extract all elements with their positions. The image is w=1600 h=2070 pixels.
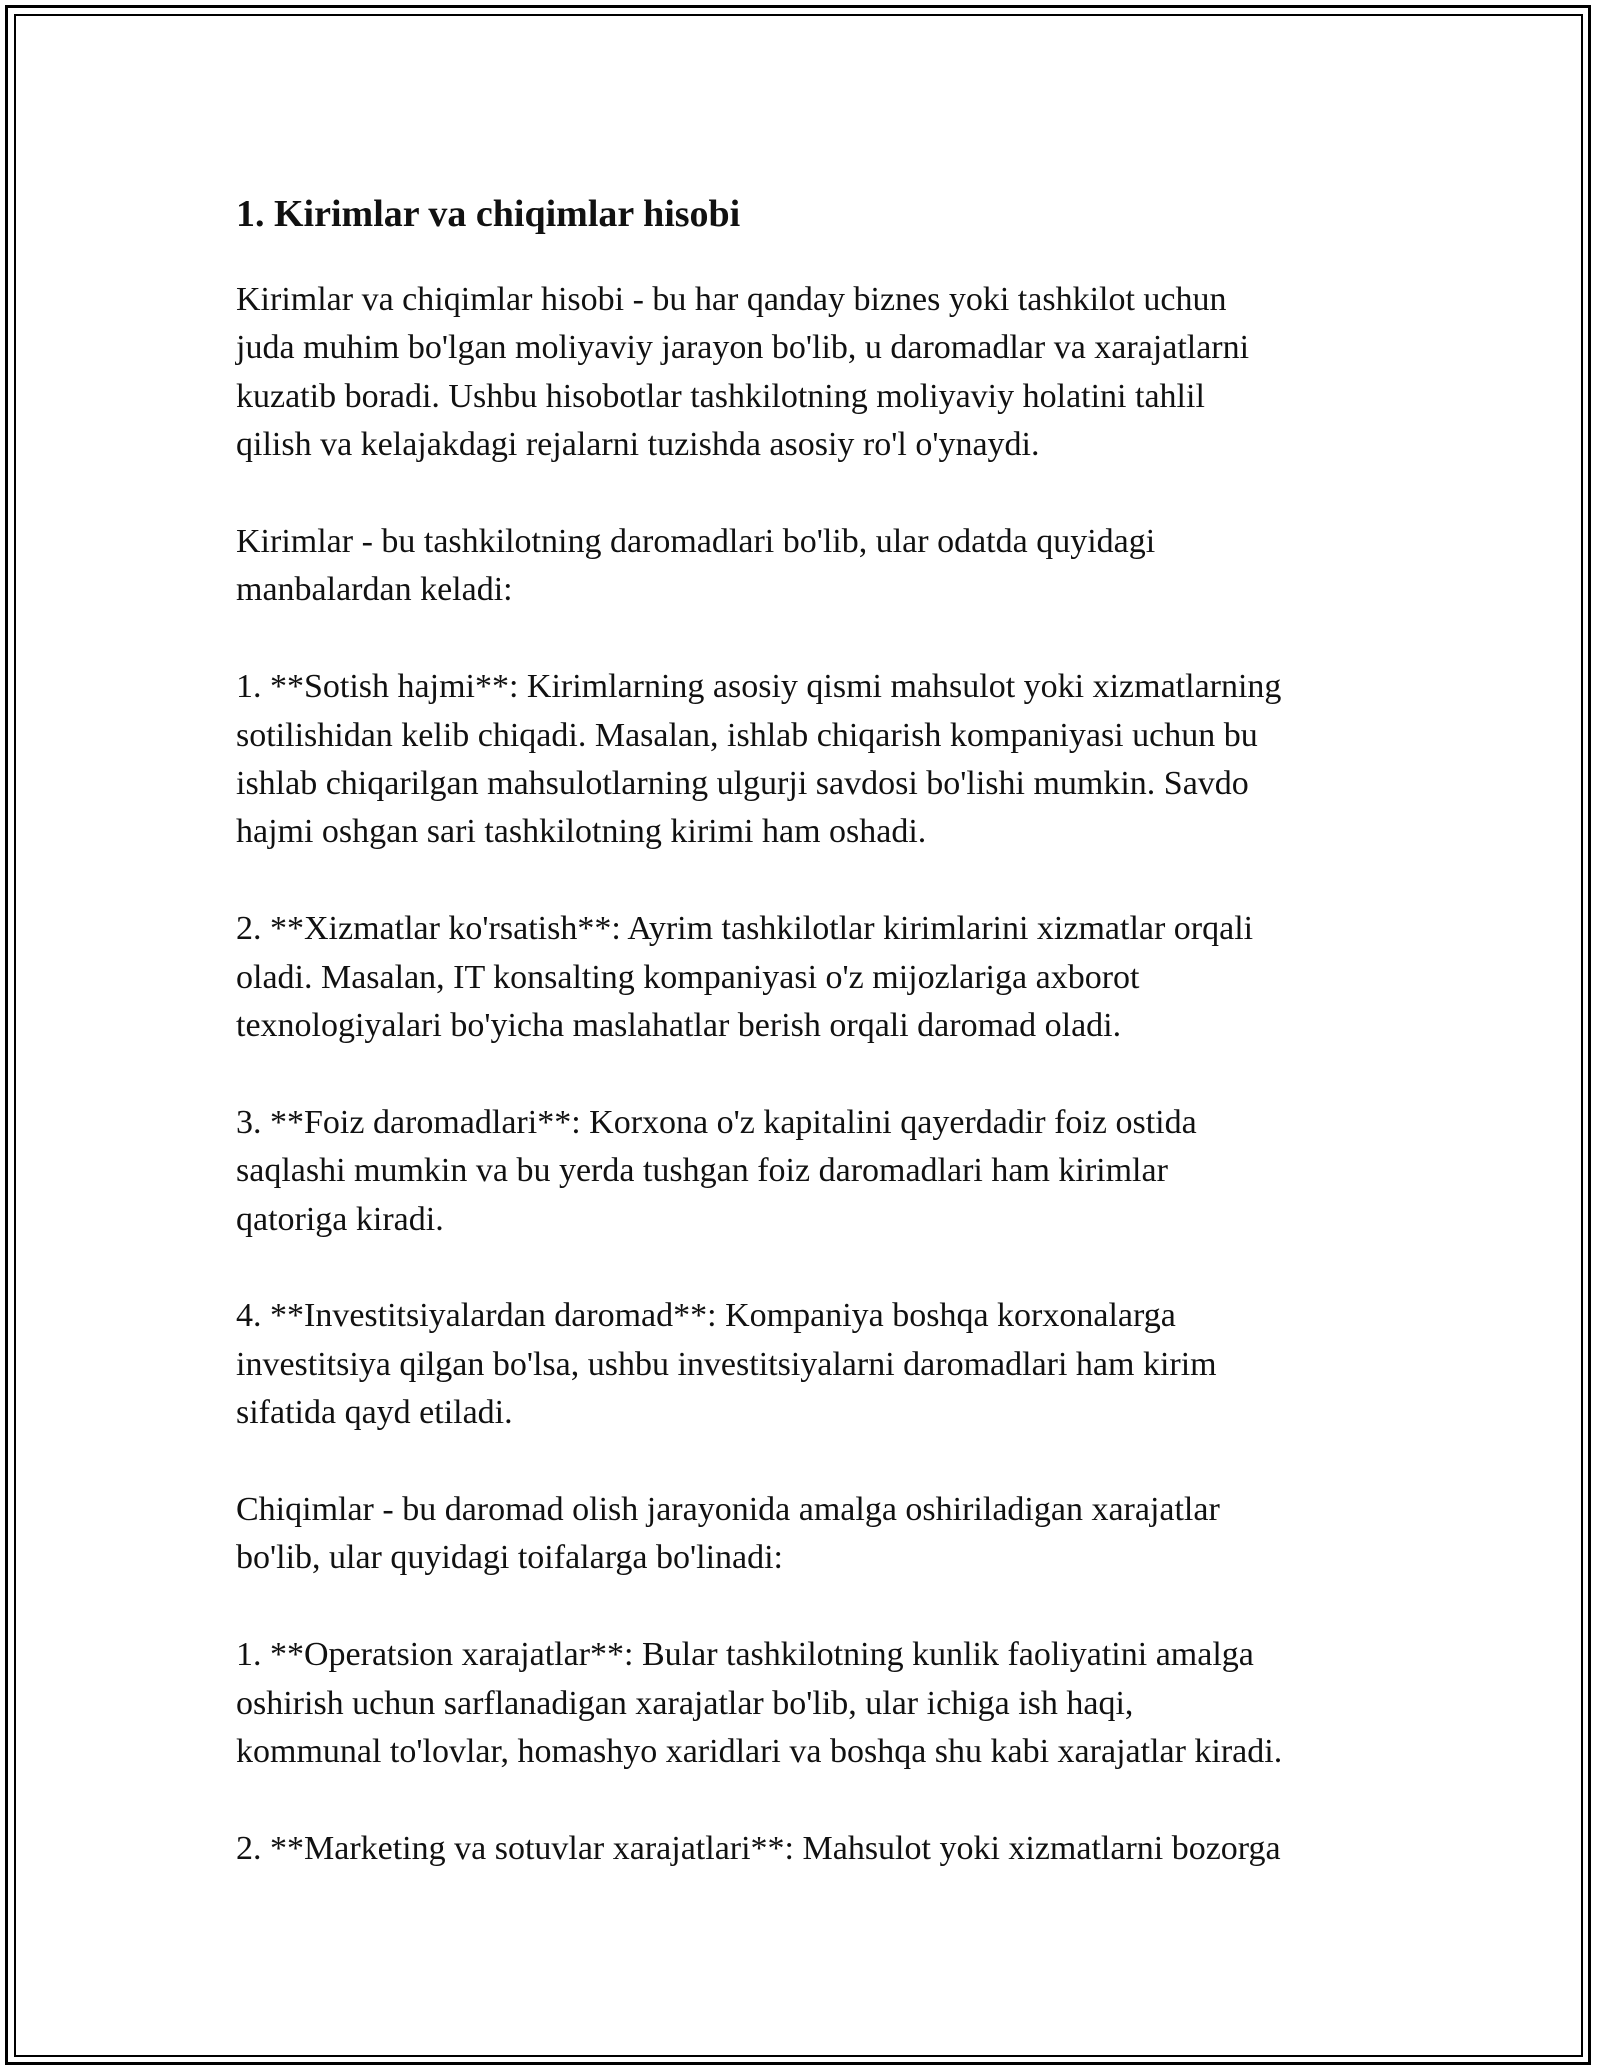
- paragraph-investitsiyalar: 4. **Investitsiyalardan daromad**: Kompaniya boshqa korxonalarga investitsiya qilgan bo'lsa, ushbu investitsiyalarni daromadlari ham kirim sifatida qayd etiladi.: [236, 1297, 1217, 1432]
- paragraph-kirimlar-intro: Kirimlar - bu tashkilotning daromadlari bo'lib, ular odatda quyidagi manbalardan keladi:: [236, 523, 1156, 609]
- paragraph-marketing-xarajatlari: 2. **Marketing va sotuvlar xarajatlari**: Mahsulot yoki xizmatlarni bozorga: [236, 1829, 1281, 1867]
- paragraph-chiqimlar-intro: Chiqimlar - bu daromad olish jarayonida amalga oshiriladigan xarajatlar bo'lib, ular quyidagi toifalarga bo'linadi:: [236, 1491, 1220, 1577]
- document-title: 1. Kirimlar va chiqimlar hisobi: [236, 193, 741, 235]
- paragraph-intro: Kirimlar va chiqimlar hisobi - bu har qanday biznes yoki tashkilot uchun juda muhim bo'lgan moliyaviy jarayon bo'lib, u daromadlar va xarajatlarni kuzatib boradi. Ushbu hisobotlar tashkilotning moliyaviy holatini tahlil qilish va kelajakdagi rejalarni tuzishda asosiy ro'l o'ynaydi.: [236, 281, 1250, 464]
- paragraph-foiz-daromadlari: 3. **Foiz daromadlari**: Korxona o'z kapitalini qayerdadir foiz ostida saqlashi mumkin va bu yerda tushgan foiz daromadlari ham kirimlar qatoriga kiradi.: [236, 1103, 1197, 1238]
- paragraph-xizmatlar: 2. **Xizmatlar ko'rsatish**: Ayrim tashkilotlar kirimlarini xizmatlar orqali oladi. Masalan, IT konsalting kompaniyasi o'z mijozlariga axborot texnologiyalari bo'yicha maslahatlar berish orqali daromad oladi.: [236, 910, 1254, 1045]
- document-body: [236, 188, 1386, 1922]
- paragraph-operatsion-xarajatlar: 1. **Operatsion xarajatlar**: Bular tashkilotning kunlik faoliyatini amalga oshirish uchun sarflanadigan xarajatlar bo'lib, ular ichiga ish haqi, kommunal to'lovlar, homashyo xaridlari va boshqa shu kabi xarajatlar kiradi.: [236, 1636, 1283, 1771]
- paragraph-sotish-hajmi: 1. **Sotish hajmi**: Kirimlarning asosiy qismi mahsulot yoki xizmatlarning sotilishidan kelib chiqadi. Masalan, ishlab chiqarish kompaniyasi uchun bu ishlab chiqarilgan mahsulotlarning ulgurji savdosi bo'lishi mumkin. Savdo hajmi oshgan sari tashkilotning kirimi ham oshadi.: [236, 668, 1282, 851]
